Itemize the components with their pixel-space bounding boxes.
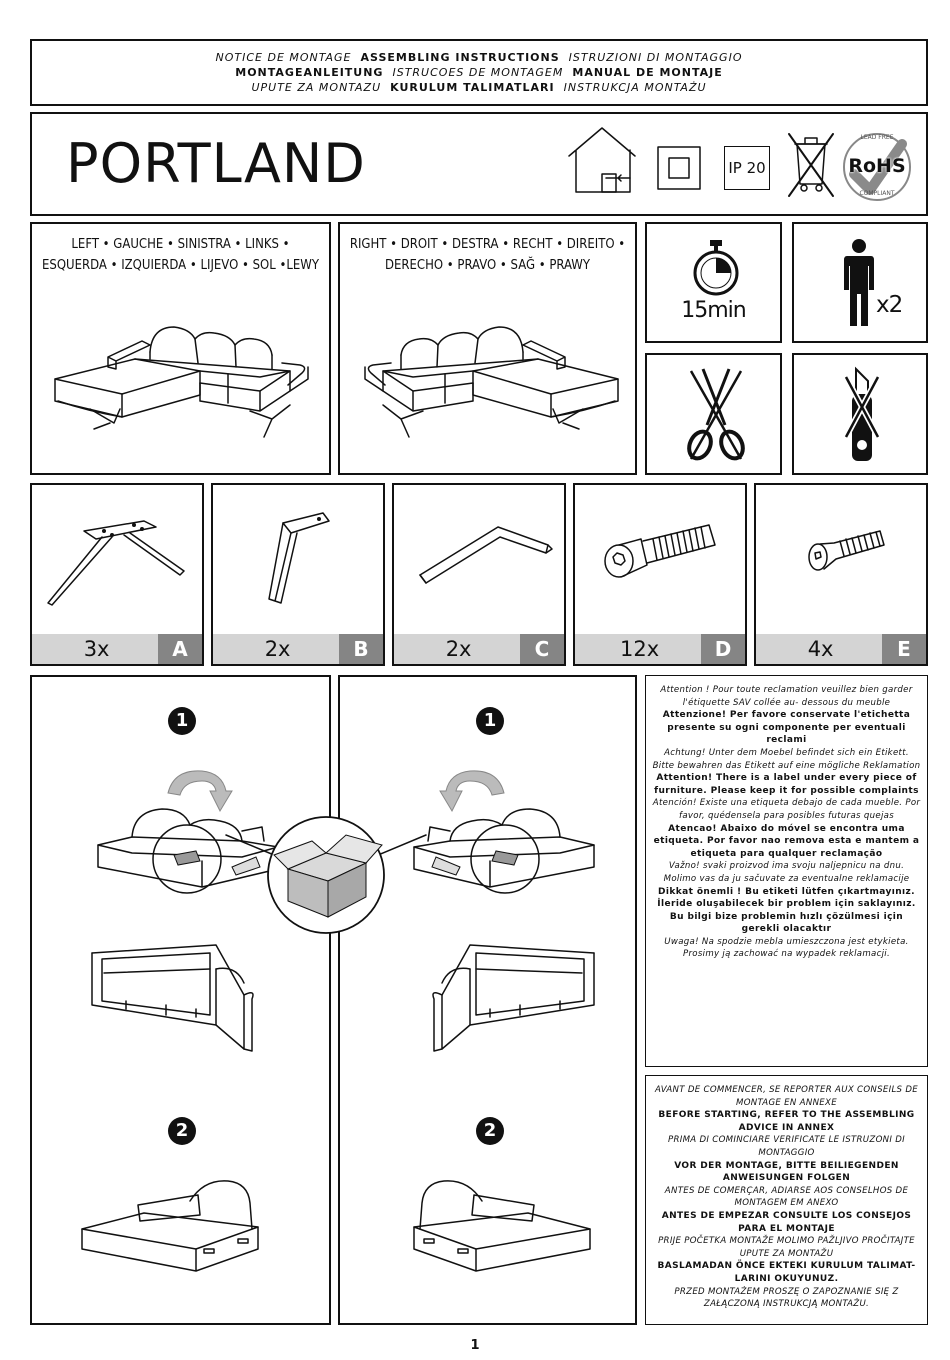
before-starting-panel [645, 1075, 928, 1325]
step-left-panel [30, 675, 331, 1325]
title-panel [30, 112, 928, 216]
part-b-panel [211, 483, 385, 666]
stopwatch-icon [691, 238, 741, 298]
part-b-letter: B [339, 634, 383, 664]
product-title: PORTLAND [66, 132, 366, 195]
module-underside-illustration-right [400, 939, 600, 1059]
part-d-quantity: 12x [620, 637, 660, 661]
part-b-quantity: 2x [264, 637, 291, 661]
part-c-letter: C [520, 634, 564, 664]
part-e-letter: E [882, 634, 926, 664]
scissors-icon [681, 365, 751, 465]
no-cutter-panel [792, 353, 928, 475]
cardboard-box-callout [226, 795, 426, 935]
part-c-panel [392, 483, 566, 666]
part-d-letter: D [701, 634, 745, 664]
ip-rating-badge: IP 20 [724, 146, 770, 190]
weee-bin-icon [787, 132, 835, 198]
cutter-knife-icon [844, 367, 880, 463]
language-header [30, 39, 928, 106]
part-e-quantity: 4x [807, 637, 834, 661]
orientation-left-panel: LEFT • GAUCHE • SINISTRA • LINKS • ESQUERDA • IZQUIERDA • LIJEVO • SOL •LEWY [30, 222, 331, 475]
chaise-module-illustration-right [364, 1173, 594, 1283]
before-starting-text: AVANT DE COMMENCER, SE REPORTER AUX CONSEILS DE MONTAGE EN ANNEXE BEFORE STARTING, REFER TO THE ASSEMBLING ADVICE IN ANNEX PRIMA DI COMINCIARE VERIFICATE LE ISTRUZONI DI MONTAGGIO VOR DER MONTAGE, BITTE BEILIEGENDEN ANWEISUNGEN FOLGEN ANTES DE COMERÇAR, ADIARSE AOS CONSELHOS DE MONTAGEM EM ANEXO ANTES DE EMPEZAR CONSULTE LOS CONSEJOS PARA EL MONTAJE PRIJE POČETKA MONTAŽE MOLIMO PAŽLJIVO PROČITAJTE UPUTE ZA MONTAŽU BASLAMADAN ÖNCE EKTEKI KURULUM TALIMAT-LARINI OKUYUNUZ. PRZED MONTAŻEM PROSZĘ O ZAPOZNANIE SIĘ Z ZAŁĄCZONĄ INSTRUKCJĄ MONTAŻU. [655, 1085, 918, 1310]
orientation-right-panel: RIGHT • DROIT • DESTRA • RECHT • DIREITO • DERECHO • PRAVO • SAĞ • PRAWY [338, 222, 637, 475]
header-line-2: MONTAGEANLEITUNG ISTRUCOES DE MONTAGEM MANUAL DE MONTAJE [235, 66, 723, 79]
rohs-badge: LEAD FREE RoHS COMPLIANT [840, 130, 914, 204]
module-underside-illustration [86, 939, 286, 1059]
no-scissors-panel [645, 353, 782, 475]
step-2-marker-left: 2 [168, 1117, 196, 1145]
header-line-3: UPUTE ZA MONTAZU KURULUM TALIMATLARI INSTRUKCJA MONTAŻU [251, 81, 707, 94]
persons-count: x2 [876, 292, 903, 318]
chaise-module-illustration [78, 1173, 308, 1283]
label-notice-text: Attention ! Pour toute reclamation veuillez bien garder l'étiquette SAV collée au- dessous du meuble Attenzione! Per favore conservate l'etichetta presente su ogni componente per eventuali reclami Achtung! Unter dem Moebel befindet sich ein Etikett. Bitte bewahren das Etikett auf eine mögliche Reklamation Attention! There is a label under every piece of furniture. Please keep it for possible complaints Atención! Existe una etiqueta debajo de cada mueble. Por favor, quédensela para posibles futuras quejas Atencao! Abaixo do móvel se encontra uma etiqueta. Por favor nao remova esta e mantem a etiqueta para qualquer reclamação Važno! svaki proizvod ima svoju naljepnicu na dnu. Molimo vas da ju sačuvate za eventualne reklamacije Dikkat önemli ! Bu etiketi lütfen çıkartmayınız. İleride oluşabilecek bir problem için saklayınız. Bu bilgi bize problemin hızlı çözülmesi için gerekli olacaktır Uwaga! Na spodzie mebla umieszczona jest etykieta. Prosimy ją zachować na wypadek reklamacji. [652, 685, 921, 960]
part-a-panel [30, 483, 204, 666]
class-ii-insulation-icon [657, 146, 701, 190]
step-2-marker-right: 2 [476, 1117, 504, 1145]
left-sofa-illustration [50, 319, 315, 444]
step-right-panel [338, 675, 637, 1325]
assembly-time-panel [645, 222, 782, 343]
indoor-use-icon [566, 126, 638, 196]
assembly-time: 15min [681, 298, 746, 323]
part-c-quantity: 2x [445, 637, 472, 661]
header-line-1: NOTICE DE MONTAGE ASSEMBLING INSTRUCTIONS ISTRUZIONI DI MONTAGGIO [215, 51, 743, 64]
part-d-panel [573, 483, 747, 666]
cap-screw-icon [601, 523, 721, 583]
step-1-marker-right: 1 [476, 707, 504, 735]
person-icon [842, 238, 876, 328]
part-a-letter: A [158, 634, 202, 664]
right-sofa-illustration [358, 319, 623, 444]
leg-a-icon [44, 505, 194, 615]
part-e-panel [754, 483, 928, 666]
page-number: 1 [470, 1338, 480, 1353]
label-notice-panel [645, 675, 928, 1067]
persons-required-panel [792, 222, 928, 343]
allen-key-icon [416, 519, 556, 589]
step-1-marker-left: 1 [168, 707, 196, 735]
countersunk-screw-icon [806, 525, 886, 575]
part-a-quantity: 3x [83, 637, 110, 661]
leg-b-icon [263, 507, 343, 607]
